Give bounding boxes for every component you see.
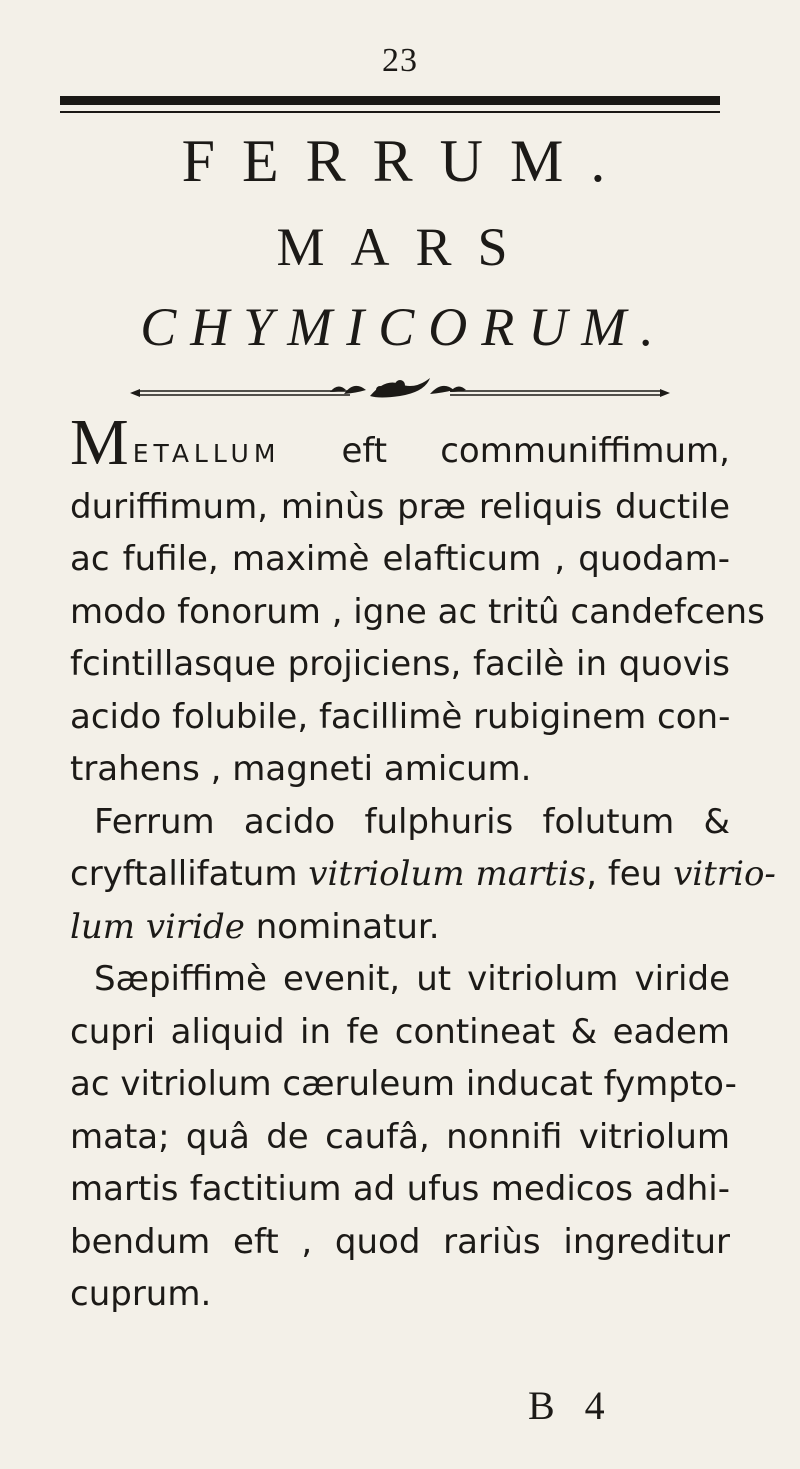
header-rule-thick (60, 96, 720, 105)
text-line: modo fonorum , igne ac tritû candefcens (70, 591, 765, 632)
text-line: ac vitriolum cæruleum inducat fympto- (70, 1064, 737, 1104)
text-line: METALLUM eft communiffimum, (70, 406, 730, 479)
text-line: bendum eft , quod rariùs ingreditur (70, 1221, 730, 1262)
text-line: duriffimum, minùs præ reliquis ductile (70, 486, 730, 527)
text-line: trahens , magneti amicum. (70, 749, 532, 789)
header-rule-thin (60, 111, 720, 113)
text-line: Ferrum acido fulphuris folutum & (94, 801, 730, 842)
ornament-divider (130, 378, 670, 408)
page-number: 23 (382, 42, 418, 79)
text-line: martis factitium ad ufus medicos adhi- (70, 1169, 730, 1209)
italic-term: lum viride (70, 906, 245, 947)
text-line: cuprum. (70, 1274, 212, 1314)
text-line: lum viride nominatur. (70, 906, 440, 947)
small-caps-word: ETALLUM (132, 439, 281, 468)
text-line: acido folubile, facillimè rubiginem con- (70, 696, 731, 737)
text-line: fcintillasque projiciens, facilè in quovis (70, 644, 730, 684)
drop-cap: M (70, 406, 129, 479)
chapter-subtitle-italic: CHYMICORUM. (140, 297, 668, 357)
italic-term: vitriolum martis (308, 854, 587, 894)
chapter-title: FERRUM. (181, 128, 633, 194)
text-line: cryftallifatum vitriolum martis, feu vitrio- (70, 854, 776, 894)
text-line: mata; quâ de caufâ, nonnifi vitriolum (70, 1116, 730, 1157)
paragraph-2 (70, 796, 776, 954)
text-line: cupri aliquid in fe contineat & eadem (70, 1011, 730, 1052)
italic-term: vitrio- (673, 854, 776, 894)
catchword-signature: B 4 (528, 1383, 615, 1428)
chapter-subtitle: MARS (276, 217, 534, 277)
paragraph-1 (70, 406, 765, 796)
text-line: Sæpiffimè evenit, ut vitriolum viride (94, 959, 730, 999)
body-text (70, 406, 776, 1321)
text-line: ac fufile, maximè elafticum , quodam- (70, 539, 730, 579)
paragraph-3 (70, 953, 737, 1321)
